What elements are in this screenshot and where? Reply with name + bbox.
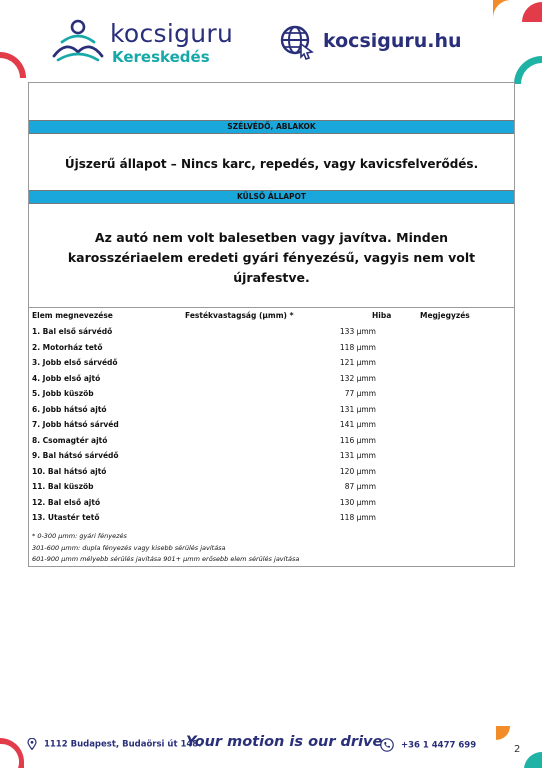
paint-thickness-legend xyxy=(32,531,299,566)
table-row xyxy=(29,465,514,480)
website-url: kocsiguru.hu xyxy=(323,30,462,52)
row-element-name: 2. Motorház tető xyxy=(32,342,103,352)
legend-note: 301-600 μmm: dupla fényezés vagy kisebb sérülés javítása xyxy=(32,543,226,552)
row-element-name: 6. Jobb hátsó ajtó xyxy=(32,404,107,414)
row-element-name: 11. Bal küszöb xyxy=(32,482,94,491)
table-row xyxy=(29,418,514,433)
row-element-name: 8. Csomagtér ajtó xyxy=(32,435,108,445)
row-thickness-value: 116 μmm xyxy=(339,435,376,445)
table-row xyxy=(29,372,514,387)
table-row xyxy=(29,434,514,449)
row-element-name: 7. Jobb hátsó sárvéd xyxy=(32,420,119,429)
table-row xyxy=(29,387,514,402)
legend-note: * 0-300 μmm: gyári fényezés xyxy=(32,532,127,540)
row-element-name: 10. Bal hátsó ajtó xyxy=(32,466,107,476)
footer-slogan: Your motion is our drive xyxy=(186,734,383,750)
section-header-windshield: SZÉLVÉDŐ, ABLAKOK xyxy=(29,120,514,134)
row-element-name: 9. Bal hátsó sárvédő xyxy=(32,451,119,460)
table-row xyxy=(29,325,514,340)
table-row xyxy=(29,341,514,356)
legend-note: 601-900 μmm mélyebb sérülés javítása 901+ μmm erősebb elem sérülés javítása xyxy=(32,555,300,563)
row-thickness-value: 118 μmm xyxy=(339,342,376,352)
row-thickness-value: 118 μmm xyxy=(339,513,376,522)
column-header-note: Megjegyzés xyxy=(420,311,470,320)
row-element-name: 5. Jobb küszöb xyxy=(32,389,94,398)
column-header-thickness: Festékvastagság (μmm) * xyxy=(185,311,294,320)
brand-logo xyxy=(48,18,248,68)
brand-name: kocsiguru xyxy=(110,19,234,48)
guru-logo-icon xyxy=(48,18,108,64)
table-row xyxy=(29,480,514,495)
phone-number: +36 1 4477 699 xyxy=(400,740,477,751)
row-thickness-value: 130 μmm xyxy=(339,497,376,507)
row-thickness-value: 131 μmm xyxy=(339,404,376,414)
row-element-name: 12. Bal első ajtó xyxy=(32,497,101,507)
page-footer xyxy=(0,728,542,768)
table-row xyxy=(29,403,514,418)
table-row xyxy=(29,449,514,464)
location-pin-icon xyxy=(27,738,37,750)
row-element-name: 4. Jobb első ajtó xyxy=(32,373,101,383)
section-header-exterior: KÜLSŐ ÁLLAPOT xyxy=(29,190,514,204)
inspection-report-box xyxy=(28,82,515,567)
row-element-name: 3. Jobb első sárvédő xyxy=(32,358,118,367)
footer-address xyxy=(27,738,201,750)
windshield-condition-text: Újszerű állapot – Nincs karc, repedés, vagy kavicsfelverődés. xyxy=(64,157,479,171)
row-element-name: 1. Bal első sárvédő xyxy=(32,327,113,336)
website-logo xyxy=(279,24,479,64)
address-text: 1112 Budapest, Budaörsi út 148. xyxy=(43,739,202,750)
row-thickness-value: 132 μmm xyxy=(339,373,376,383)
row-thickness-value: 120 μmm xyxy=(339,466,376,476)
table-header-row xyxy=(29,309,514,324)
row-thickness-value: 131 μmm xyxy=(339,451,376,460)
corner-decoration-top-left xyxy=(0,0,40,90)
exterior-condition-text: Az autó nem volt balesetben vagy javítva. Minden karosszériaelem eredeti gyári fényezésű, vagyis nem volt újrafestve. xyxy=(67,230,476,285)
column-header-element: Elem megnevezése xyxy=(32,311,113,320)
brand-subtitle: Kereskedés xyxy=(112,48,210,66)
phone-icon xyxy=(380,738,394,752)
page-number: 2 xyxy=(514,744,521,755)
table-row xyxy=(29,356,514,371)
divider xyxy=(29,307,514,308)
footer-phone xyxy=(380,738,476,752)
globe-cursor-icon xyxy=(279,24,315,60)
row-thickness-value: 77 μmm xyxy=(344,389,376,398)
table-row xyxy=(29,511,514,526)
row-thickness-value: 121 μmm xyxy=(339,358,376,367)
row-thickness-value: 133 μmm xyxy=(339,327,376,336)
column-header-defect: Hiba xyxy=(372,311,392,320)
row-thickness-value: 87 μmm xyxy=(344,482,376,491)
corner-decoration-top-right xyxy=(488,0,542,84)
row-thickness-value: 141 μmm xyxy=(339,420,376,429)
table-row xyxy=(29,496,514,511)
row-element-name: 13. Utastér tető xyxy=(32,513,100,522)
